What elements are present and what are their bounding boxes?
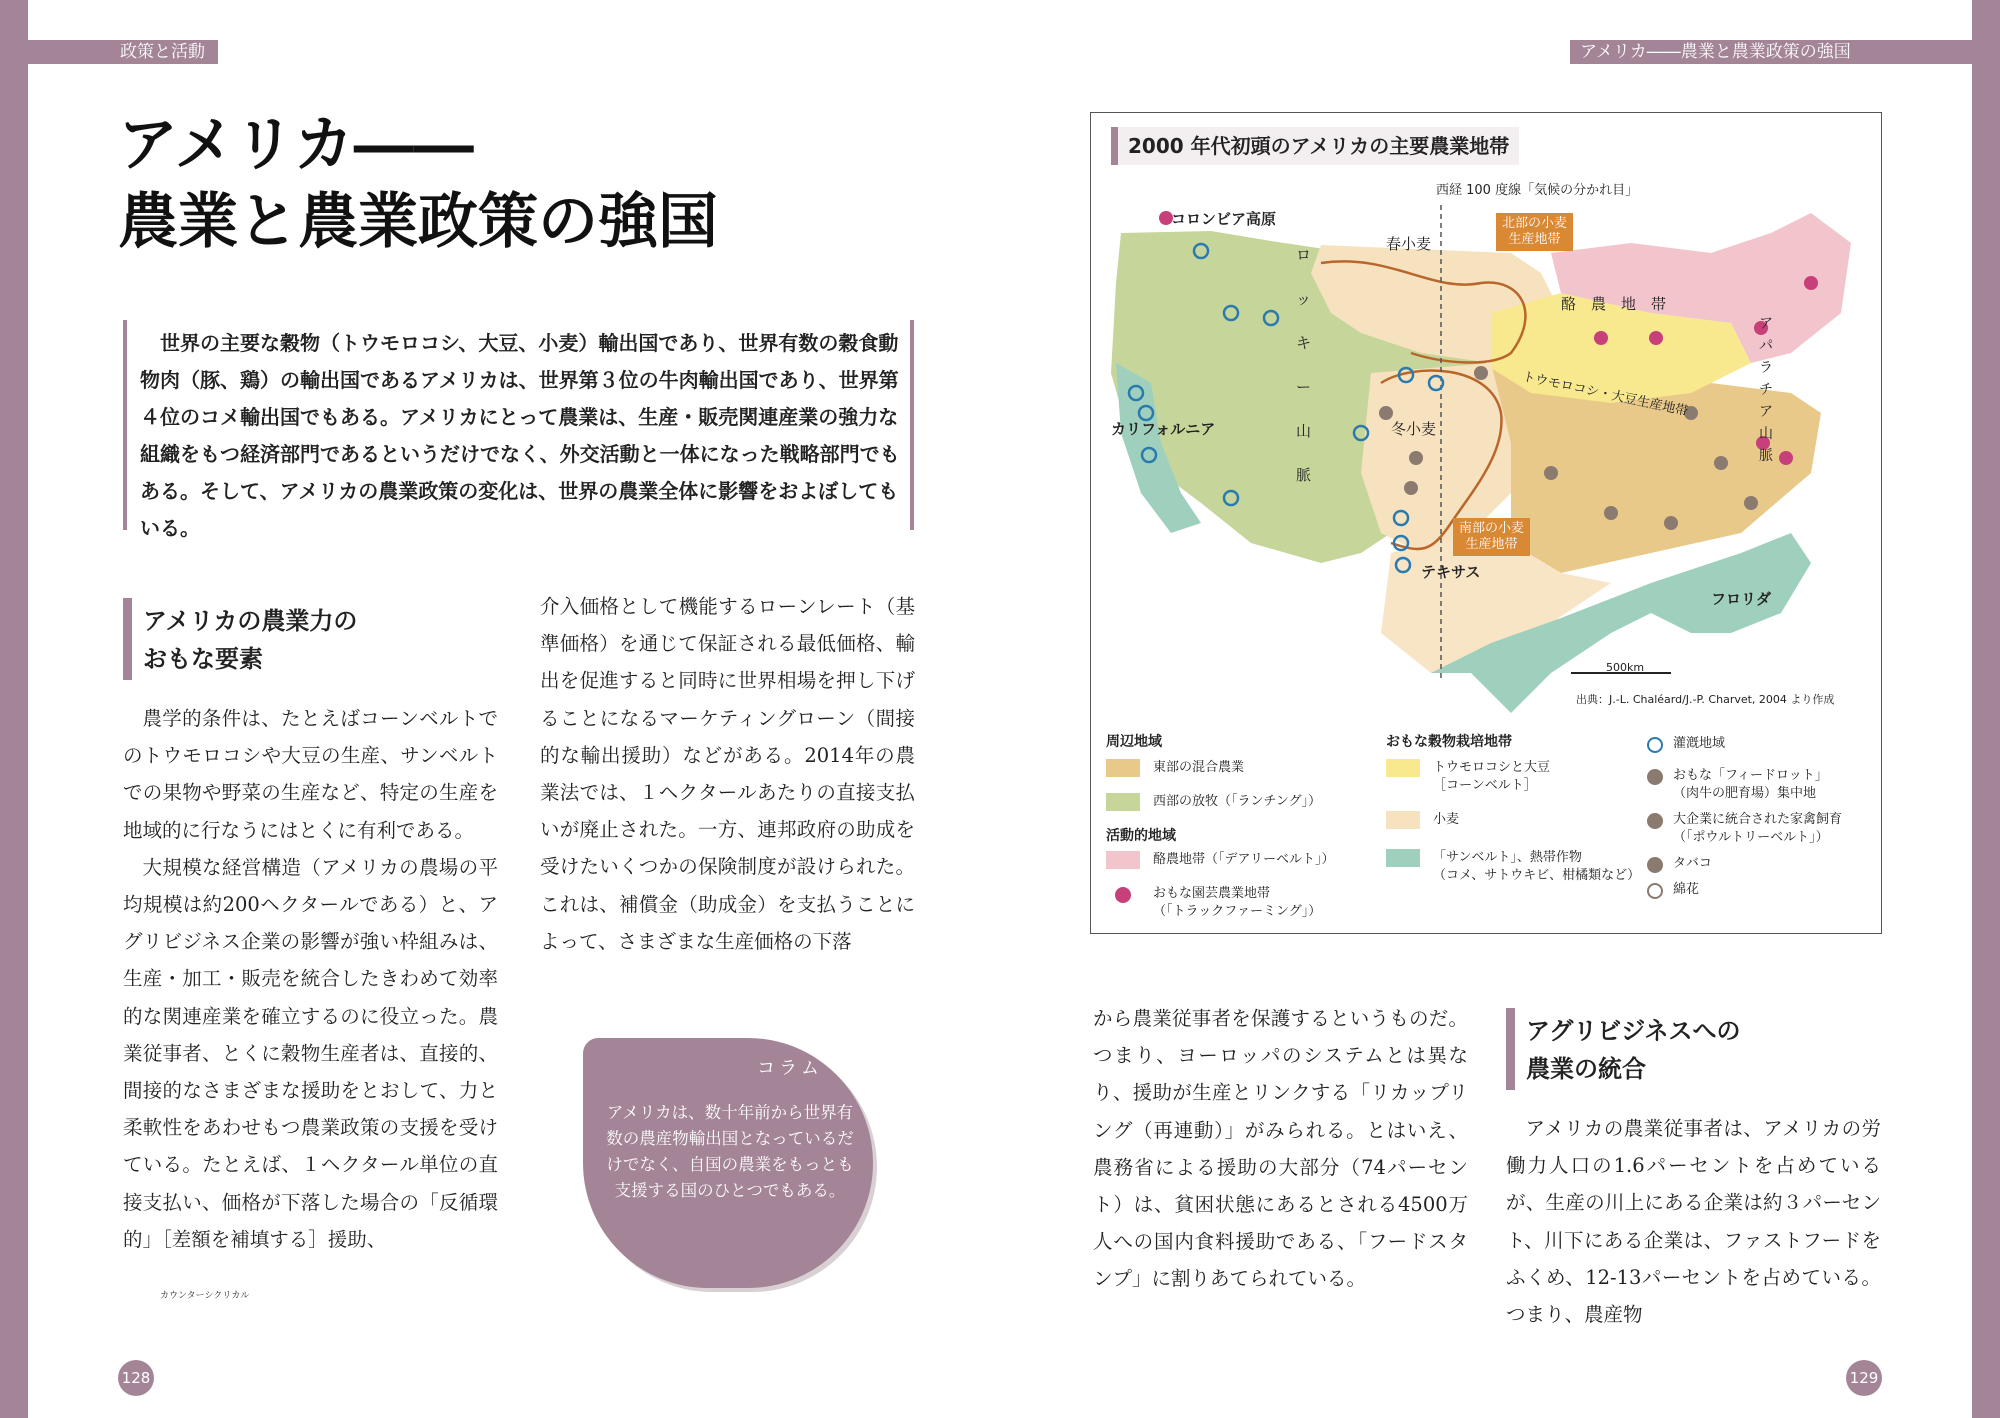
appalachia-char: パ [1759,338,1773,354]
rocky-char: ッ [1296,290,1312,308]
legend-sunbelt-line2: （コメ、サトウキビ、柑橘類など） [1433,868,1641,883]
legend-swatch-dairy [1106,851,1140,869]
appalachia-char: チ [1759,382,1773,398]
chapter-title-line2: 農業と農業政策の強国 [118,187,718,257]
poultry-marker [1664,516,1678,530]
page-number-left: 128 [118,1360,154,1396]
section2-heading-bar [1506,1008,1515,1090]
chapter-title-line1: アメリカ―― [118,110,474,180]
legend-tobacco: タバコ [1673,856,1712,871]
legend-feedlot-icon [1647,769,1663,785]
running-head-right [1570,40,1972,64]
legend-east-mixed: 東部の混合農業 [1153,760,1245,775]
legend-tobacco-icon [1647,857,1663,873]
scale-label: 500km [1606,661,1645,674]
body-column-3 [1093,1000,1468,1298]
legend-irrigation: 灌漑地域 [1673,736,1726,751]
north-wheat-tag-line1: 北部の小麦 [1502,216,1568,231]
legend-corn-line2: ［コーンベルト］ [1433,778,1537,793]
appalachia-char: ア [1759,404,1773,420]
appalachia-char: ラ [1759,360,1773,376]
legend-swatch-west [1106,793,1140,811]
lead-left-rule [123,320,127,530]
running-head-left-text: 政策と活動 [120,42,205,62]
legend-periphery-head: 周辺地域 [1106,734,1162,750]
horticulture-dot [1779,451,1793,465]
legend-dairy: 酪農地帯（「デアリーベルト」） [1153,852,1335,867]
right-page-edge [1972,0,2000,1418]
feedlot-marker [1409,451,1423,465]
body-paragraph: アメリカの農業従事者は、アメリカの労働力人口の1.6パーセントを占めているが、生産の川上にある企業は約３パーセント、川下にある企業は、ファストフードをふくめ、12-13パーセントを占めている。つまり、農産物 [1506,1117,1881,1327]
rocky-char: キ [1296,334,1312,352]
legend-corn-belt [1433,759,1550,795]
column-box [583,1038,873,1288]
legend-horticulture-line2: （「トラックファーミング」） [1153,904,1322,919]
section1-heading [143,602,357,678]
left-page-edge [0,0,28,1418]
legend-poultry-line2: （「ポウルトリーベルト」） [1673,830,1829,845]
label-dairy: 酪 農 地 帯 [1561,295,1667,313]
legend-swatch-sunbelt [1386,849,1420,867]
legend-west-ranch: 西部の放牧（「ランチング」） [1153,794,1322,809]
legend-swatch-wheat [1386,811,1420,829]
legend-poultry-icon [1647,813,1663,829]
meridian-label: 西経 100 度線「気候の分かれ目」 [1436,183,1639,198]
label-columbia: コロンビア高原 [1171,210,1277,228]
south-wheat-tag-line1: 南部の小麦 [1459,521,1525,536]
section1-heading-line1: アメリカの農業力の [143,607,358,635]
feedlot-marker [1404,481,1418,495]
legend-cotton: 綿花 [1673,882,1700,897]
label-appalachian [1759,313,1775,467]
running-head-right-text: アメリカ――農業と農業政策の強国 [1580,42,1851,62]
legend-horticulture-icon [1115,887,1131,903]
figure-title: 2000 年代初頭のアメリカの主要農業地帯 [1111,127,1519,165]
label-florida: フロリダ [1711,590,1772,608]
column-box-text: アメリカは、数十年前から世界有数の農産物輸出国となっているだけでなく、自国の農業をもっとも支援する国のひとつでもある。 [606,1103,854,1200]
legend-swatch-corn [1386,759,1420,777]
body-paragraph: から農業従事者を保護するというものだ。つまり、ヨーロッパのシステムとは異なり、援助が生産とリンクする「リカップリング（再連動）」がみられる。とはいえ、農務省による援助の大部分（74パーセント）は、貧困状態にあるとされる4500万人への国内食料援助である、「フードスタンプ」に割りあてられている。 [1093,1007,1468,1291]
section2-heading-line1: アグリビジネスへの [1526,1017,1741,1045]
map-figure [1090,112,1882,934]
poultry-marker [1544,466,1558,480]
legend-feedlot-line2: （肉牛の肥育場）集中地 [1673,786,1817,801]
legend-feedlot-line1: おもな「フィードロット」 [1673,768,1828,783]
feedlot-marker [1474,366,1488,380]
horticulture-dot [1594,331,1608,345]
legend-sunbelt-line1: 「サンベルト」、熱帯作物 [1433,850,1582,865]
rocky-char: 山 [1296,422,1312,440]
column-box-title: コラム [757,1058,823,1079]
label-corn-soy: トウモロコシ・大豆生産地帯 [1520,369,1690,420]
body-paragraph: 大規模な経営構造（アメリカの農場の平均規模は約200ヘクタールである）と、アグリビジネス企業の影響が強い枠組みは、生産・加工・販売を統合したきわめて効率的な関連産業を確立するのに役立った。農業従事者、とくに穀物生産者は、直接的、間接的なさまざまな援助をとおして、力と柔軟性をあわせもつ農業政策の支援を受けている。たとえば、１ヘクタール単位の直接支払い、価格が下落した場合の「反循環的」［差額を補填する］援助、 [123,855,498,1251]
legend-horticulture [1153,885,1321,921]
ruby-annotation: カウンターシクリカル [160,1291,250,1301]
legend-sunbelt [1433,849,1640,885]
legend-swatch-east [1106,759,1140,777]
rocky-char: ロ [1296,246,1312,264]
legend-poultry-line1: 大企業に統合された家禽飼育 [1673,812,1843,827]
body-paragraph: 介入価格として機能するローンレート（基準価格）を通じて保証される最低価格、輸出を促進すると同時に世界相場を押し下げることになるマーケティングローン（間接的な輸出援助）などがある。2014年の農業法では、１ヘクタールあたりの直接支払いが廃止された。一方、連邦政府の助成を受けたいくつかの保険制度が設けられた。これは、補償金（助成金）を支払うことによって、さまざまな生産価格の下落 [540,595,915,953]
horticulture-dot [1804,276,1818,290]
label-rocky-mountains [1296,233,1312,497]
poultry-marker [1714,456,1728,470]
body-column-4 [1506,1110,1881,1333]
source-credit: 出典：J.-L. Chaléard/J.-P. Charvet, 2004 より作成 [1576,693,1835,706]
appalachia-char: 脈 [1759,448,1773,464]
rocky-char: 脈 [1296,466,1312,484]
legend-active-head: 活動的地域 [1106,828,1176,844]
section2-heading-line2: 農業の統合 [1526,1055,1646,1083]
label-winter-wheat: 冬小麦 [1391,420,1437,438]
rocky-char: ー [1296,378,1312,396]
appalachia-char: 山 [1759,426,1773,442]
legend-wheat: 小麦 [1433,812,1460,827]
legend-corn-line1: トウモロコシと大豆 [1433,760,1551,775]
horticulture-dot [1649,331,1663,345]
poultry-marker [1604,506,1618,520]
section1-heading-line2: おもな要素 [143,645,263,673]
appalachia-char: ア [1759,316,1773,332]
label-spring-wheat: 春小麦 [1386,235,1432,253]
legend-grain-head: おもな穀物栽培地帯 [1386,734,1512,750]
label-california: カリフォルニア [1111,420,1216,438]
running-head-left [28,40,218,64]
label-texas: テキサス [1421,563,1481,581]
page-number-right: 129 [1846,1360,1882,1396]
lead-right-rule [910,320,914,530]
body-column-1 [123,700,498,1258]
legend-horticulture-line1: おもな園芸農業地帯 [1153,886,1271,901]
section1-heading-bar [123,598,132,680]
legend-feedlot [1673,767,1828,803]
north-wheat-tag-line2: 生産地帯 [1508,232,1561,247]
section2-heading [1526,1012,1741,1088]
legend-poultry [1673,811,1842,847]
north-wheat-tag [1496,213,1573,251]
south-wheat-tag-line2: 生産地帯 [1465,537,1518,552]
poultry-marker [1744,496,1758,510]
body-column-2 [540,588,915,960]
legend-irrigation-icon [1647,737,1663,753]
legend-cotton-icon [1647,883,1663,899]
lead-paragraph: 世界の主要な穀物（トウモロコシ、大豆、小麦）輸出国であり、世界有数の穀食動物肉（豚、鶏）の輸出国であるアメリカは、世界第３位の牛肉輸出国であり、世界第４位のコメ輸出国でもある。アメリカにとって農業は、生産・販売関連産業の強力な組織をもつ経済部門であるというだけでなく、外交活動と一体になった戦略部門でもある。そして、アメリカの農業政策の変化は、世界の農業全体に影響をおよぼしてもいる。 [140,331,900,540]
body-paragraph: 農学的条件は、たとえばコーンベルトでのトウモロコシや大豆の生産、サンベルトでの果物や野菜の生産など、特定の生産を地域的に行なうにはとくに有利である。 [123,707,498,842]
south-wheat-tag [1453,518,1530,556]
